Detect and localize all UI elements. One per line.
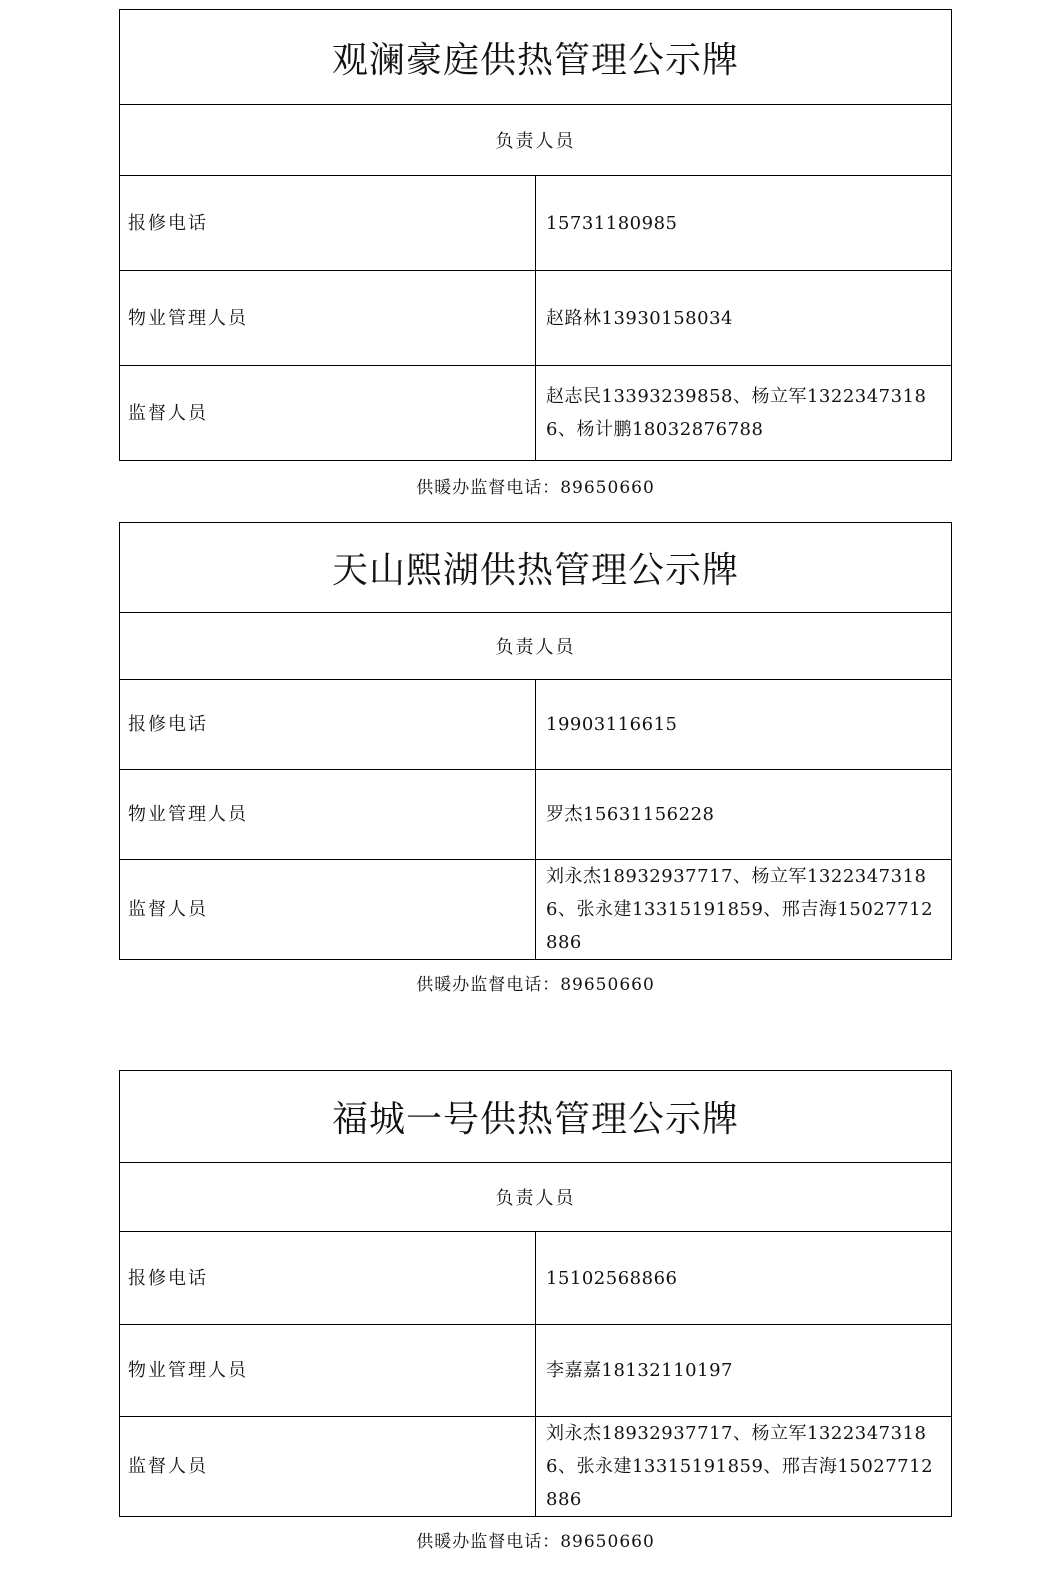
notice-table [119, 522, 952, 960]
notice-board-1 [119, 9, 952, 502]
supervisors-label: 监督人员 [120, 1417, 536, 1517]
supervisors-label: 监督人员 [120, 366, 536, 461]
repair-phone-value: 15102568866 [536, 1232, 952, 1325]
responsible-header: 负责人员 [120, 613, 952, 680]
repair-phone-label: 报修电话 [120, 680, 536, 770]
property-manager-value: 罗杰15631156228 [536, 770, 952, 860]
notice-table [119, 9, 952, 461]
supervisors-label: 监督人员 [120, 860, 536, 960]
notice-board-3 [119, 1070, 952, 1556]
repair-phone-label: 报修电话 [120, 1232, 536, 1325]
hotline [119, 1528, 952, 1556]
hotline [119, 474, 952, 502]
hotline-number: 89650660 [560, 478, 655, 498]
property-manager-label: 物业管理人员 [120, 1325, 536, 1417]
property-manager-value: 赵路林13930158034 [536, 271, 952, 366]
hotline-label: 供暖办监督电话： [416, 975, 561, 995]
hotline-number: 89650660 [560, 1532, 655, 1552]
notice-table [119, 1070, 952, 1517]
supervisors-value: 刘永杰18932937717、杨立军13223473186、张永建13315191859、邢吉海15027712886 [536, 1417, 952, 1517]
hotline-number: 89650660 [560, 975, 655, 995]
board-title: 天山熙湖供热管理公示牌 [120, 523, 952, 613]
repair-phone-label: 报修电话 [120, 176, 536, 271]
hotline-label: 供暖办监督电话： [416, 478, 561, 498]
board-title: 观澜豪庭供热管理公示牌 [120, 10, 952, 105]
notice-board-2 [119, 522, 952, 999]
board-title: 福城一号供热管理公示牌 [120, 1071, 952, 1163]
property-manager-label: 物业管理人员 [120, 770, 536, 860]
property-manager-label: 物业管理人员 [120, 271, 536, 366]
repair-phone-value: 19903116615 [536, 680, 952, 770]
repair-phone-value: 15731180985 [536, 176, 952, 271]
hotline [119, 971, 952, 999]
supervisors-value: 赵志民13393239858、杨立军13223473186、杨计鹏18032876788 [536, 366, 952, 461]
responsible-header: 负责人员 [120, 105, 952, 176]
supervisors-value: 刘永杰18932937717、杨立军13223473186、张永建13315191859、邢吉海15027712886 [536, 860, 952, 960]
hotline-label: 供暖办监督电话： [416, 1532, 561, 1552]
responsible-header: 负责人员 [120, 1163, 952, 1232]
property-manager-value: 李嘉嘉18132110197 [536, 1325, 952, 1417]
